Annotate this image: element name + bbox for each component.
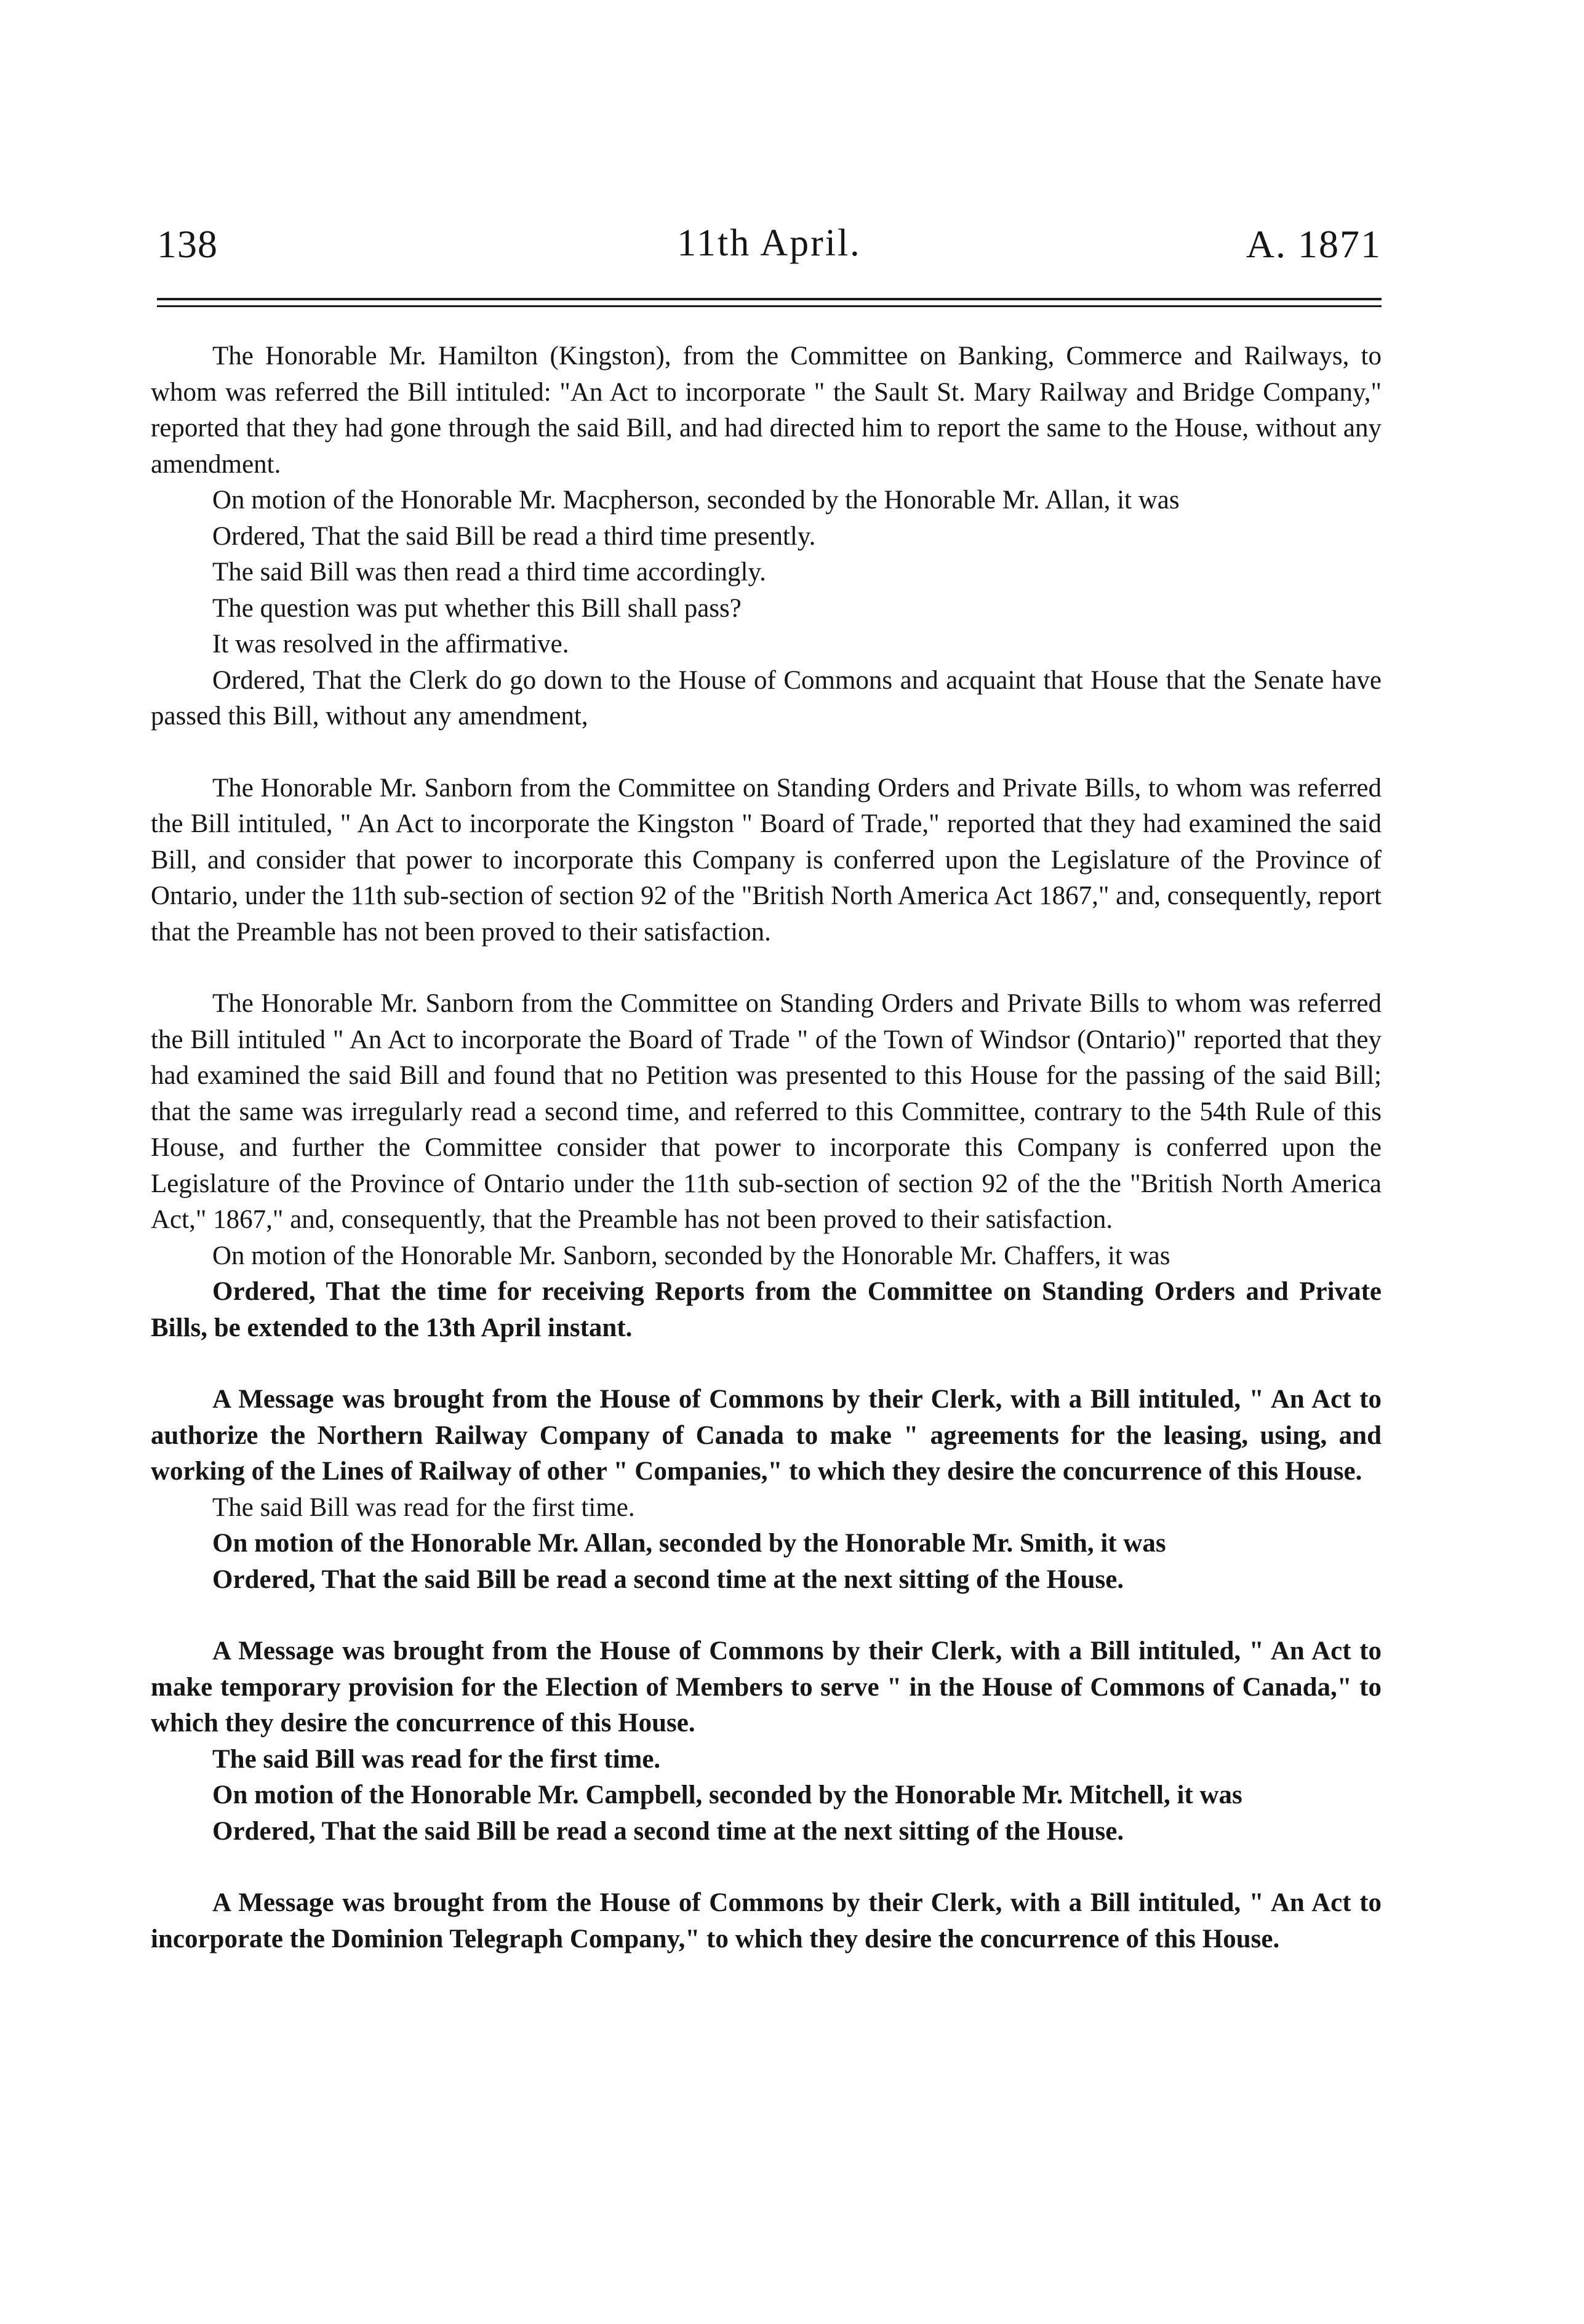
report-windsor-board-paragraph: The Honorable Mr. Sanborn from the Committee on Standing Orders and Private Bills to whom was referred the Bill intituled " An Act to incorporate the Board of Trade " of the Town of Windsor (Ontario)" reported that they had examined the said Bill and found that no Petition was presented to this House for the passing of the said Bill; that the same was irregularly read a second time, and referred to this Committee, contrary to the 54th Rule of this House, and further the Committee consider that power to incorporate this Company is conferred upon the Legislature of the Province of Ontario under the 11th sub-section of section 92 of the the "British North America Act," 1867," and, consequently, that the Preamble has not been proved to their satisfaction. [151,989,1382,1234]
reading-paragraph: The said Bill was then read a third time accordingly. [212,558,766,587]
header-year: A. 1871 [1246,222,1382,266]
message-northern-railway-paragraph: A Message was brought from the House of Commons by their Clerk, with a Bill intituled, " An Act to authorize the Northern Railway Company of Canada to make " agreements for the leasing, using, and working of the Lines of Railway of other " Companies," to which they desire the concurrence of this House. [151,1385,1382,1486]
report-kingston-board-paragraph: The Honorable Mr. Sanborn from the Committee on Standing Orders and Private Bills, to whom was referred the Bill intituled, " An Act to incorporate the Kingston " Board of Trade," reported that they had examined the said Bill, and consider that power to incorporate this Company is conferred upon the Legislature of the Province of Ontario, under the 11th sub-section of section 92 of the "British North America Act 1867," and, consequently, report that the Preamble has not been proved to their satisfaction. [151,773,1382,947]
header-rule-top [157,298,1382,300]
first-reading-paragraph: The said Bill was read for the first time. [212,1744,661,1774]
first-reading-paragraph: The said Bill was read for the first time. [212,1493,635,1522]
motion-paragraph: On motion of the Honorable Mr. Macpherson, seconded by the Honorable Mr. Allan, it was [212,486,1180,515]
motion-paragraph: On motion of the Honorable Mr. Allan, seconded by the Honorable Mr. Smith, it was [212,1529,1166,1558]
message-elections-paragraph: A Message was brought from the House of Commons by their Clerk, with a Bill intituled, " An Act to make temporary provision for the Election of Members to serve " in the House of Commons of Canada," to which they desire the concurrence of this House. [151,1637,1382,1737]
question-paragraph: The question was put whether this Bill shall pass? [212,593,742,623]
message-telegraph-paragraph: A Message was brought from the House of Commons by their Clerk, with a Bill intituled, " An Act to incorporate the Dominion Telegraph Company," to which they desire the concurrence of this House. [151,1888,1382,1953]
header-rule-bottom [157,305,1382,307]
page-number: 138 [157,222,218,266]
order-paragraph: Ordered, That the said Bill be read a second time at the next sitting of the House. [212,1816,1124,1846]
header-date: 11th April. [677,222,862,264]
journal-body [151,339,1382,1957]
resolution-paragraph: It was resolved in the affirmative. [212,630,569,659]
order-paragraph: Ordered, That the time for receiving Reports from the Committee on Standing Orders and Private Bills, be extended to the 13th April instant. [151,1277,1382,1342]
motion-paragraph: On motion of the Honorable Mr. Campbell, seconded by the Honorable Mr. Mitchell, it was [212,1781,1242,1809]
page-header [157,222,1382,289]
order-paragraph: Ordered, That the Clerk do go down to the House of Commons and acquaint that House that the Senate have passed this Bill, without any amendment, [151,665,1382,731]
order-paragraph: Ordered, That the said Bill be read a third time presently. [212,521,816,551]
order-paragraph: Ordered, That the said Bill be read a second time at the next sitting of the House. [212,1565,1124,1594]
report-hamilton-paragraph: The Honorable Mr. Hamilton (Kingston), from the Committee on Banking, Commerce and Railways, to whom was referred the Bill intituled: "An Act to incorporate " the Sault St. Mary Railway and Bridge Company," reported that they had gone through the said Bill, and had directed him to report the same to the House, without any amendment. [151,342,1382,479]
motion-paragraph: On motion of the Honorable Mr. Sanborn, seconded by the Honorable Mr. Chaffers, it was [212,1241,1170,1270]
